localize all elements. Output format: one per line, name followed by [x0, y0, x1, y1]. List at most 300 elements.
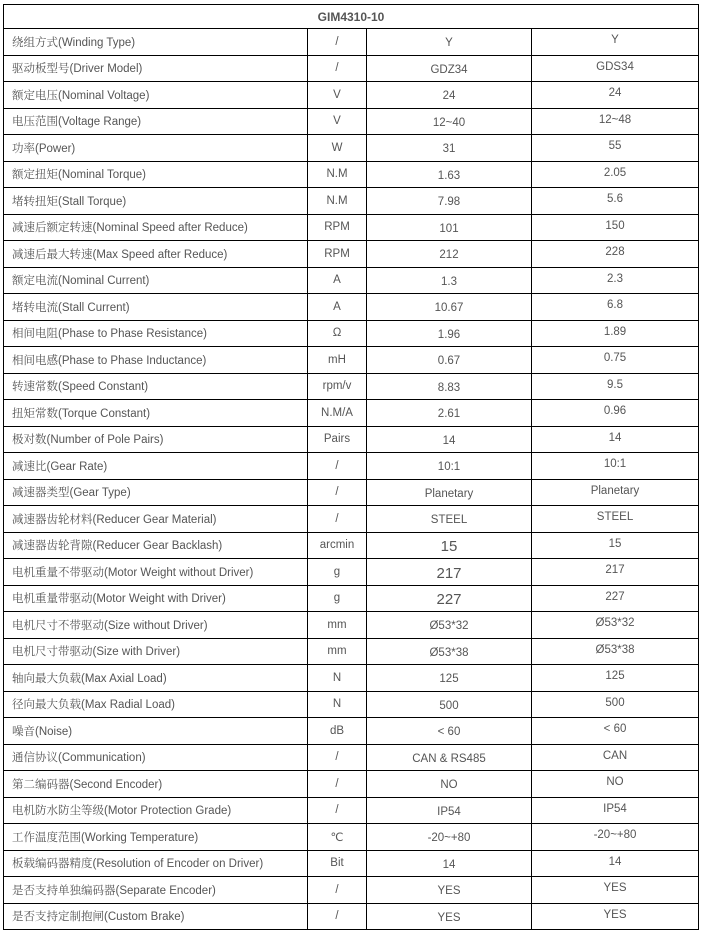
unit-text: ℃ — [330, 831, 344, 844]
unit-text: N — [332, 698, 342, 711]
unit-cell — [308, 214, 367, 241]
table-row — [4, 161, 699, 188]
value-a-cell — [367, 824, 532, 851]
value-a-cell — [367, 82, 532, 109]
table-row — [4, 320, 699, 347]
param-text: 是否支持定制抱闸(Custom Brake) — [12, 911, 185, 924]
value-a-text: 14 — [442, 434, 456, 447]
unit-cell — [308, 373, 367, 400]
unit-text: Pairs — [323, 433, 351, 446]
param-cell — [4, 55, 308, 82]
value-b-text: 24 — [608, 87, 622, 100]
value-a-text: Ø53*32 — [429, 620, 469, 633]
unit-cell — [308, 612, 367, 639]
param-text: 电机重量不带驱动(Motor Weight without Driver) — [12, 566, 254, 579]
param-text: 工作温度范围(Working Temperature) — [12, 831, 199, 844]
table-row — [4, 135, 699, 162]
value-b-cell — [532, 903, 699, 930]
table-row — [4, 82, 699, 109]
unit-text: g — [333, 592, 341, 605]
value-a-text: 12~40 — [432, 116, 466, 129]
value-b-cell — [532, 108, 699, 135]
param-cell — [4, 744, 308, 771]
value-b-cell — [532, 453, 699, 480]
value-a-cell — [367, 294, 532, 321]
value-b-text: Ø53*32 — [595, 617, 635, 630]
unit-cell — [308, 665, 367, 692]
unit-text: / — [335, 751, 339, 764]
param-text: 板载编码器精度(Resolution of Encoder on Driver) — [12, 858, 264, 871]
value-a-cell — [367, 453, 532, 480]
param-text: 是否支持单独编码器(Separate Encoder) — [12, 884, 216, 897]
value-b-text: NO — [606, 776, 624, 789]
unit-cell — [308, 718, 367, 745]
param-text: 通信协议(Communication) — [12, 752, 146, 765]
table-row — [4, 373, 699, 400]
value-a-text: GDZ34 — [430, 63, 468, 76]
value-a-cell — [367, 585, 532, 612]
table-row — [4, 718, 699, 745]
param-cell — [4, 161, 308, 188]
value-a-cell — [367, 161, 532, 188]
value-b-text: IP54 — [603, 802, 627, 815]
value-b-text: CAN — [602, 749, 628, 762]
value-a-text: 500 — [439, 699, 459, 712]
value-a-text: 24 — [442, 90, 456, 103]
value-b-text: 2.05 — [603, 166, 627, 179]
table-row — [4, 585, 699, 612]
value-b-cell — [532, 718, 699, 745]
table-row — [4, 877, 699, 904]
table-row — [4, 638, 699, 665]
unit-text: mm — [327, 645, 347, 658]
value-b-text: 15 — [608, 537, 622, 550]
param-cell — [4, 824, 308, 851]
param-text: 额定电压(Nominal Voltage) — [12, 89, 150, 102]
value-a-text: 212 — [439, 249, 459, 262]
unit-cell — [308, 771, 367, 798]
value-a-cell — [367, 241, 532, 268]
unit-cell — [308, 903, 367, 930]
param-text: 电机防水防尘等级(Motor Protection Grade) — [12, 805, 232, 818]
param-text: 第二编码器(Second Encoder) — [12, 778, 163, 791]
param-cell — [4, 612, 308, 639]
value-a-text: 125 — [439, 673, 459, 686]
value-a-text: 1.96 — [437, 328, 461, 341]
value-b-cell — [532, 214, 699, 241]
param-text: 电机尺寸带驱动(Size with Driver) — [12, 646, 181, 659]
value-b-text: YES — [603, 908, 627, 921]
value-b-cell — [532, 479, 699, 506]
param-cell — [4, 771, 308, 798]
unit-text: A — [333, 274, 341, 287]
table-row — [4, 29, 699, 56]
table-row — [4, 267, 699, 294]
value-b-cell — [532, 771, 699, 798]
unit-text: / — [335, 62, 339, 75]
param-text: 电机重量带驱动(Motor Weight with Driver) — [12, 593, 226, 606]
value-a-cell — [367, 797, 532, 824]
value-a-cell — [367, 771, 532, 798]
value-b-cell — [532, 55, 699, 82]
value-b-text: 150 — [605, 219, 625, 232]
table-row — [4, 453, 699, 480]
table-row — [4, 665, 699, 692]
value-b-cell — [532, 612, 699, 639]
unit-cell — [308, 532, 367, 559]
value-b-text: YES — [603, 882, 627, 895]
value-b-text: 14 — [608, 431, 622, 444]
param-cell — [4, 267, 308, 294]
param-cell — [4, 188, 308, 215]
value-a-text: 2.61 — [437, 408, 461, 421]
value-a-text: STEEL — [430, 514, 468, 527]
value-a-cell — [367, 850, 532, 877]
value-a-text: 10:1 — [437, 461, 461, 474]
param-cell — [4, 108, 308, 135]
value-a-cell — [367, 188, 532, 215]
param-cell — [4, 532, 308, 559]
param-text: 相间电阻(Phase to Phase Resistance) — [12, 328, 207, 341]
unit-cell — [308, 29, 367, 56]
param-cell — [4, 214, 308, 241]
param-text: 噪音(Noise) — [12, 725, 73, 738]
unit-cell — [308, 400, 367, 427]
param-text: 减速后额定转速(Nominal Speed after Reduce) — [12, 222, 248, 235]
table-row — [4, 294, 699, 321]
value-a-cell — [367, 612, 532, 639]
value-b-text: 500 — [605, 696, 625, 709]
value-a-cell — [367, 29, 532, 56]
unit-text: N.M — [326, 194, 348, 207]
value-a-cell — [367, 532, 532, 559]
value-b-text: 6.8 — [607, 299, 623, 312]
value-b-text: 1.89 — [603, 325, 627, 338]
value-b-text: 2.3 — [607, 272, 623, 285]
value-b-cell — [532, 850, 699, 877]
table-row — [4, 850, 699, 877]
param-text: 减速器类型(Gear Type) — [12, 487, 131, 500]
spec-table — [3, 4, 699, 930]
value-b-text: 10:1 — [603, 458, 627, 471]
value-a-text: 227 — [436, 591, 462, 609]
value-a-text: 31 — [442, 143, 456, 156]
param-text: 减速后最大转速(Max Speed after Reduce) — [12, 248, 228, 261]
table-row — [4, 744, 699, 771]
table-title: GIM4310-10 — [4, 5, 699, 29]
value-a-text: 217 — [436, 564, 462, 582]
unit-text: Ω — [332, 327, 342, 340]
unit-cell — [308, 267, 367, 294]
value-a-text: 1.3 — [441, 275, 457, 288]
table-row — [4, 771, 699, 798]
value-b-cell — [532, 559, 699, 586]
unit-text: dB — [329, 724, 345, 737]
unit-text: / — [335, 777, 339, 790]
table-row — [4, 188, 699, 215]
param-cell — [4, 585, 308, 612]
table-row — [4, 691, 699, 718]
value-a-text: Ø53*38 — [429, 646, 469, 659]
value-b-cell — [532, 294, 699, 321]
value-b-text: STEEL — [596, 511, 634, 524]
unit-cell — [308, 638, 367, 665]
value-a-cell — [367, 426, 532, 453]
table-row — [4, 559, 699, 586]
unit-text: N — [332, 671, 342, 684]
value-b-text: Planetary — [590, 484, 640, 497]
value-b-cell — [532, 877, 699, 904]
value-b-cell — [532, 161, 699, 188]
value-b-cell — [532, 267, 699, 294]
table-row — [4, 55, 699, 82]
param-cell — [4, 718, 308, 745]
unit-cell — [308, 108, 367, 135]
unit-text: / — [335, 512, 339, 525]
unit-cell — [308, 241, 367, 268]
param-text: 减速器齿轮背隙(Reducer Gear Backlash) — [12, 540, 223, 553]
value-a-text: < 60 — [437, 726, 461, 739]
param-text: 径向最大负载(Max Radial Load) — [12, 699, 175, 712]
param-cell — [4, 638, 308, 665]
param-text: 减速器齿轮材料(Reducer Gear Material) — [12, 513, 217, 526]
unit-text: rpm/v — [322, 380, 352, 393]
value-b-cell — [532, 824, 699, 851]
value-a-text: 1.63 — [437, 169, 461, 182]
value-a-cell — [367, 108, 532, 135]
unit-cell — [308, 294, 367, 321]
value-a-text: IP54 — [437, 805, 461, 818]
value-a-text: 101 — [439, 222, 459, 235]
param-cell — [4, 400, 308, 427]
param-text: 功率(Power) — [12, 142, 76, 155]
param-text: 转速常数(Speed Constant) — [12, 381, 149, 394]
unit-cell — [308, 850, 367, 877]
value-b-text: 12~48 — [598, 113, 632, 126]
value-b-text: Y — [611, 34, 619, 47]
value-b-text: GDS34 — [596, 60, 634, 73]
value-a-text: 0.67 — [437, 355, 461, 368]
value-b-cell — [532, 797, 699, 824]
value-a-text: 14 — [442, 858, 456, 871]
value-a-cell — [367, 559, 532, 586]
value-b-cell — [532, 82, 699, 109]
unit-cell — [308, 426, 367, 453]
value-a-text: 10.67 — [434, 302, 464, 315]
table-row — [4, 824, 699, 851]
param-text: 极对数(Number of Pole Pairs) — [12, 434, 164, 447]
spec-table-body — [4, 5, 699, 930]
value-b-cell — [532, 744, 699, 771]
value-b-cell — [532, 400, 699, 427]
unit-text: N.M — [326, 168, 348, 181]
value-b-cell — [532, 373, 699, 400]
param-cell — [4, 850, 308, 877]
value-b-cell — [532, 320, 699, 347]
param-cell — [4, 665, 308, 692]
value-a-text: YES — [437, 885, 461, 898]
unit-text: mH — [328, 353, 346, 366]
unit-text: Bit — [330, 857, 344, 870]
param-text: 相间电感(Phase to Phase Inductance) — [12, 354, 207, 367]
unit-cell — [308, 188, 367, 215]
param-cell — [4, 559, 308, 586]
unit-cell — [308, 82, 367, 109]
unit-cell — [308, 691, 367, 718]
value-a-cell — [367, 744, 532, 771]
unit-cell — [308, 824, 367, 851]
param-cell — [4, 691, 308, 718]
value-b-text: 125 — [605, 670, 625, 683]
table-row — [4, 108, 699, 135]
value-b-cell — [532, 241, 699, 268]
value-a-text: 8.83 — [437, 381, 461, 394]
param-cell — [4, 82, 308, 109]
unit-cell — [308, 453, 367, 480]
unit-cell — [308, 55, 367, 82]
value-b-cell — [532, 506, 699, 533]
table-row — [4, 479, 699, 506]
param-text: 电压范围(Voltage Range) — [12, 116, 142, 129]
param-text: 绕组方式(Winding Type) — [12, 36, 136, 49]
value-a-text: 15 — [440, 538, 458, 556]
unit-cell — [308, 585, 367, 612]
value-a-text: CAN & RS485 — [412, 752, 486, 765]
value-a-cell — [367, 903, 532, 930]
unit-text: RPM — [324, 221, 350, 234]
unit-cell — [308, 347, 367, 374]
table-row — [4, 612, 699, 639]
unit-text: g — [333, 565, 341, 578]
unit-cell — [308, 320, 367, 347]
param-cell — [4, 347, 308, 374]
param-cell — [4, 426, 308, 453]
unit-text: V — [333, 88, 341, 101]
value-b-text: 5.6 — [607, 193, 623, 206]
value-a-cell — [367, 691, 532, 718]
value-a-text: Y — [445, 37, 453, 50]
value-b-cell — [532, 188, 699, 215]
unit-cell — [308, 559, 367, 586]
value-a-cell — [367, 665, 532, 692]
value-b-text: 14 — [608, 855, 622, 868]
table-row — [4, 400, 699, 427]
value-b-text: 217 — [605, 564, 625, 577]
param-text: 堵转电流(Stall Current) — [12, 301, 130, 314]
value-a-cell — [367, 400, 532, 427]
unit-text: arcmin — [319, 539, 355, 552]
param-cell — [4, 241, 308, 268]
value-b-text: Ø53*38 — [595, 643, 635, 656]
value-b-text: 228 — [605, 246, 625, 259]
value-b-cell — [532, 585, 699, 612]
unit-text: / — [335, 910, 339, 923]
unit-text: RPM — [324, 247, 350, 260]
table-row — [4, 347, 699, 374]
unit-cell — [308, 506, 367, 533]
unit-text: / — [335, 883, 339, 896]
value-a-cell — [367, 214, 532, 241]
value-a-text: NO — [440, 779, 458, 792]
unit-cell — [308, 161, 367, 188]
value-b-cell — [532, 347, 699, 374]
unit-text: W — [331, 141, 343, 154]
value-b-text: 55 — [608, 140, 622, 153]
param-text: 堵转扭矩(Stall Torque) — [12, 195, 127, 208]
unit-text: mm — [327, 618, 347, 631]
param-cell — [4, 135, 308, 162]
unit-cell — [308, 135, 367, 162]
value-a-cell — [367, 479, 532, 506]
value-a-cell — [367, 638, 532, 665]
param-cell — [4, 506, 308, 533]
unit-text: / — [335, 804, 339, 817]
value-b-cell — [532, 135, 699, 162]
value-b-text: -20~+80 — [593, 829, 637, 842]
value-b-cell — [532, 426, 699, 453]
value-a-text: Planetary — [424, 487, 474, 500]
value-a-cell — [367, 347, 532, 374]
unit-text: N.M/A — [321, 406, 353, 419]
param-text: 额定扭矩(Nominal Torque) — [12, 169, 146, 182]
unit-text: / — [335, 35, 339, 48]
value-b-text: 227 — [605, 590, 625, 603]
value-b-text: 9.5 — [607, 378, 623, 391]
table-row — [4, 426, 699, 453]
title-row — [4, 5, 699, 29]
value-a-cell — [367, 320, 532, 347]
value-b-cell — [532, 691, 699, 718]
value-a-cell — [367, 877, 532, 904]
value-b-cell — [532, 638, 699, 665]
value-b-text: 0.75 — [603, 352, 627, 365]
unit-text: / — [335, 486, 339, 499]
value-b-cell — [532, 665, 699, 692]
param-cell — [4, 453, 308, 480]
param-cell — [4, 877, 308, 904]
param-cell — [4, 294, 308, 321]
table-row — [4, 506, 699, 533]
value-b-text: < 60 — [603, 723, 627, 736]
table-row — [4, 903, 699, 930]
table-row — [4, 214, 699, 241]
value-a-cell — [367, 506, 532, 533]
param-text: 电机尺寸不带驱动(Size without Driver) — [12, 619, 208, 632]
value-a-text: -20~+80 — [427, 832, 471, 845]
table-row — [4, 532, 699, 559]
value-b-cell — [532, 532, 699, 559]
param-cell — [4, 320, 308, 347]
table-row — [4, 797, 699, 824]
value-a-cell — [367, 267, 532, 294]
unit-cell — [308, 797, 367, 824]
unit-cell — [308, 877, 367, 904]
table-row — [4, 241, 699, 268]
param-cell — [4, 373, 308, 400]
param-cell — [4, 479, 308, 506]
param-text: 轴向最大负载(Max Axial Load) — [12, 672, 167, 685]
value-a-cell — [367, 135, 532, 162]
param-text: 额定电流(Nominal Current) — [12, 275, 150, 288]
param-text: 扭矩常数(Torque Constant) — [12, 407, 151, 420]
value-b-text: 0.96 — [603, 405, 627, 418]
value-a-cell — [367, 55, 532, 82]
unit-text: / — [335, 459, 339, 472]
param-cell — [4, 797, 308, 824]
value-b-cell — [532, 29, 699, 56]
unit-cell — [308, 479, 367, 506]
unit-text: V — [333, 115, 341, 128]
